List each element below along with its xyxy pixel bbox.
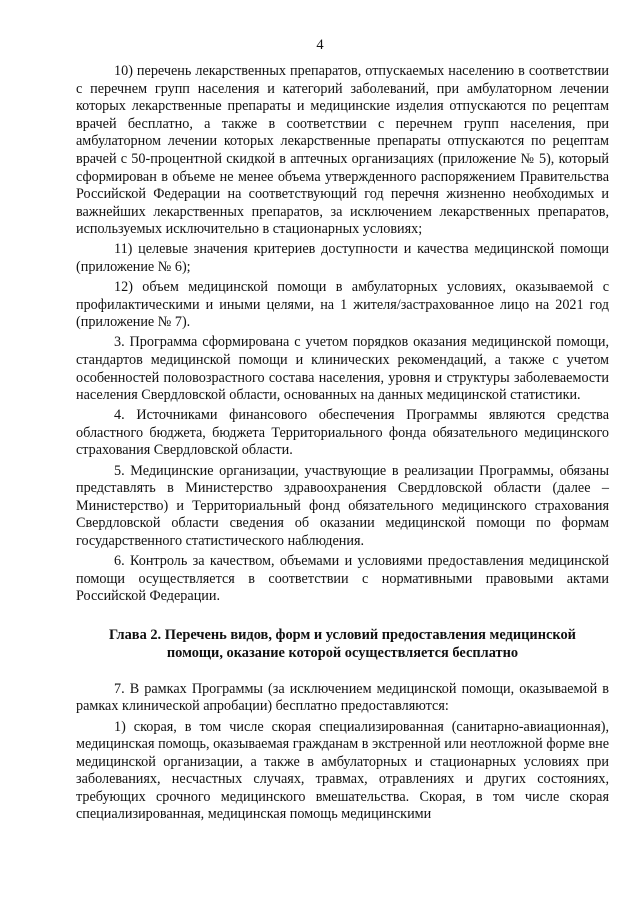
document-body <box>76 63 609 824</box>
chapter-heading <box>76 626 609 662</box>
list-item-10: 10) перечень лекарственных препаратов, отпускаемых населению в соответствии с перечнем групп населения и категорий заболеваний, при амбулаторном лечении которых лекарственные препараты и медицинские изделия отпускаются по рецептам врачей бесплатно, а также в соответствии с перечнем групп населения, при амбулаторном лечении которых лекарственные препараты отпускаются по рецептам врачей с 50-процентной скидкой в аптечных организациях (приложение № 5), который сформирован в объеме не менее объема утвержденного распоряжением Правительства Российской Федерации на соответствующий год перечня жизненно необходимых и важнейших лекарственных препаратов, за исключением лекарственных препаратов, используемых исключительно в стационарных условиях; <box>76 63 609 238</box>
clause-3: 3. Программа сформирована с учетом порядков оказания медицинской помощи, стандартов медицинской помощи и клинических рекомендаций, а также с учетом особенностей половозрастного состава населения, уровня и структуры заболеваемости населения Свердловской области, основанных на данных медицинской статистики. <box>76 334 609 404</box>
list-item-11: 11) целевые значения критериев доступности и качества медицинской помощи (приложение № 6); <box>76 241 609 276</box>
chapter-heading-line-2: помощи, оказание которой осуществляется бесплатно <box>166 644 519 661</box>
chapter-heading-line-1: Глава 2. Перечень видов, форм и условий предоставления медицинской <box>109 626 576 643</box>
clause-4: 4. Источниками финансового обеспечения Программы являются средства областного бюджета, бюджета Территориального фонда обязательного медицинского страхования Свердловской области. <box>76 407 609 459</box>
clause-7: 7. В рамках Программы (за исключением медицинской помощи, оказываемой в рамках клинической апробации) бесплатно предоставляются: <box>76 680 609 715</box>
list-item-12: 12) объем медицинской помощи в амбулаторных условиях, оказываемой с профилактическими и иными целями, на 1 жителя/застрахованное лицо на 2021 год (приложение № 7). <box>76 279 609 331</box>
clause-7-item-1: 1) скорая, в том числе скорая специализированная (санитарно-авиационная), медицинская помощь, оказываемая гражданам в экстренной или неотложной форме вне медицинской организации, а также в амбулаторных и стационарных условиях при заболеваниях, несчастных случаях, травмах, отравлениях и других состояниях, требующих срочного медицинского вмешательства. Скорая, в том числе скорая специализированная, медицинская помощь медицинскими <box>76 718 609 823</box>
clause-5: 5. Медицинские организации, участвующие в реализации Программы, обязаны представлять в Министерство здравоохранения Свердловской области (далее – Министерство) и Территориальный фонд обязательного медицинского страхования Свердловской области сведения об оказании медицинской помощи по формам государственного статистического наблюдения. <box>76 462 609 549</box>
clause-6: 6. Контроль за качеством, объемами и условиями предоставления медицинской помощи осуществляется в соответствии с нормативными правовыми актами Российской Федерации. <box>76 553 609 605</box>
page-number: 4 <box>316 37 324 53</box>
